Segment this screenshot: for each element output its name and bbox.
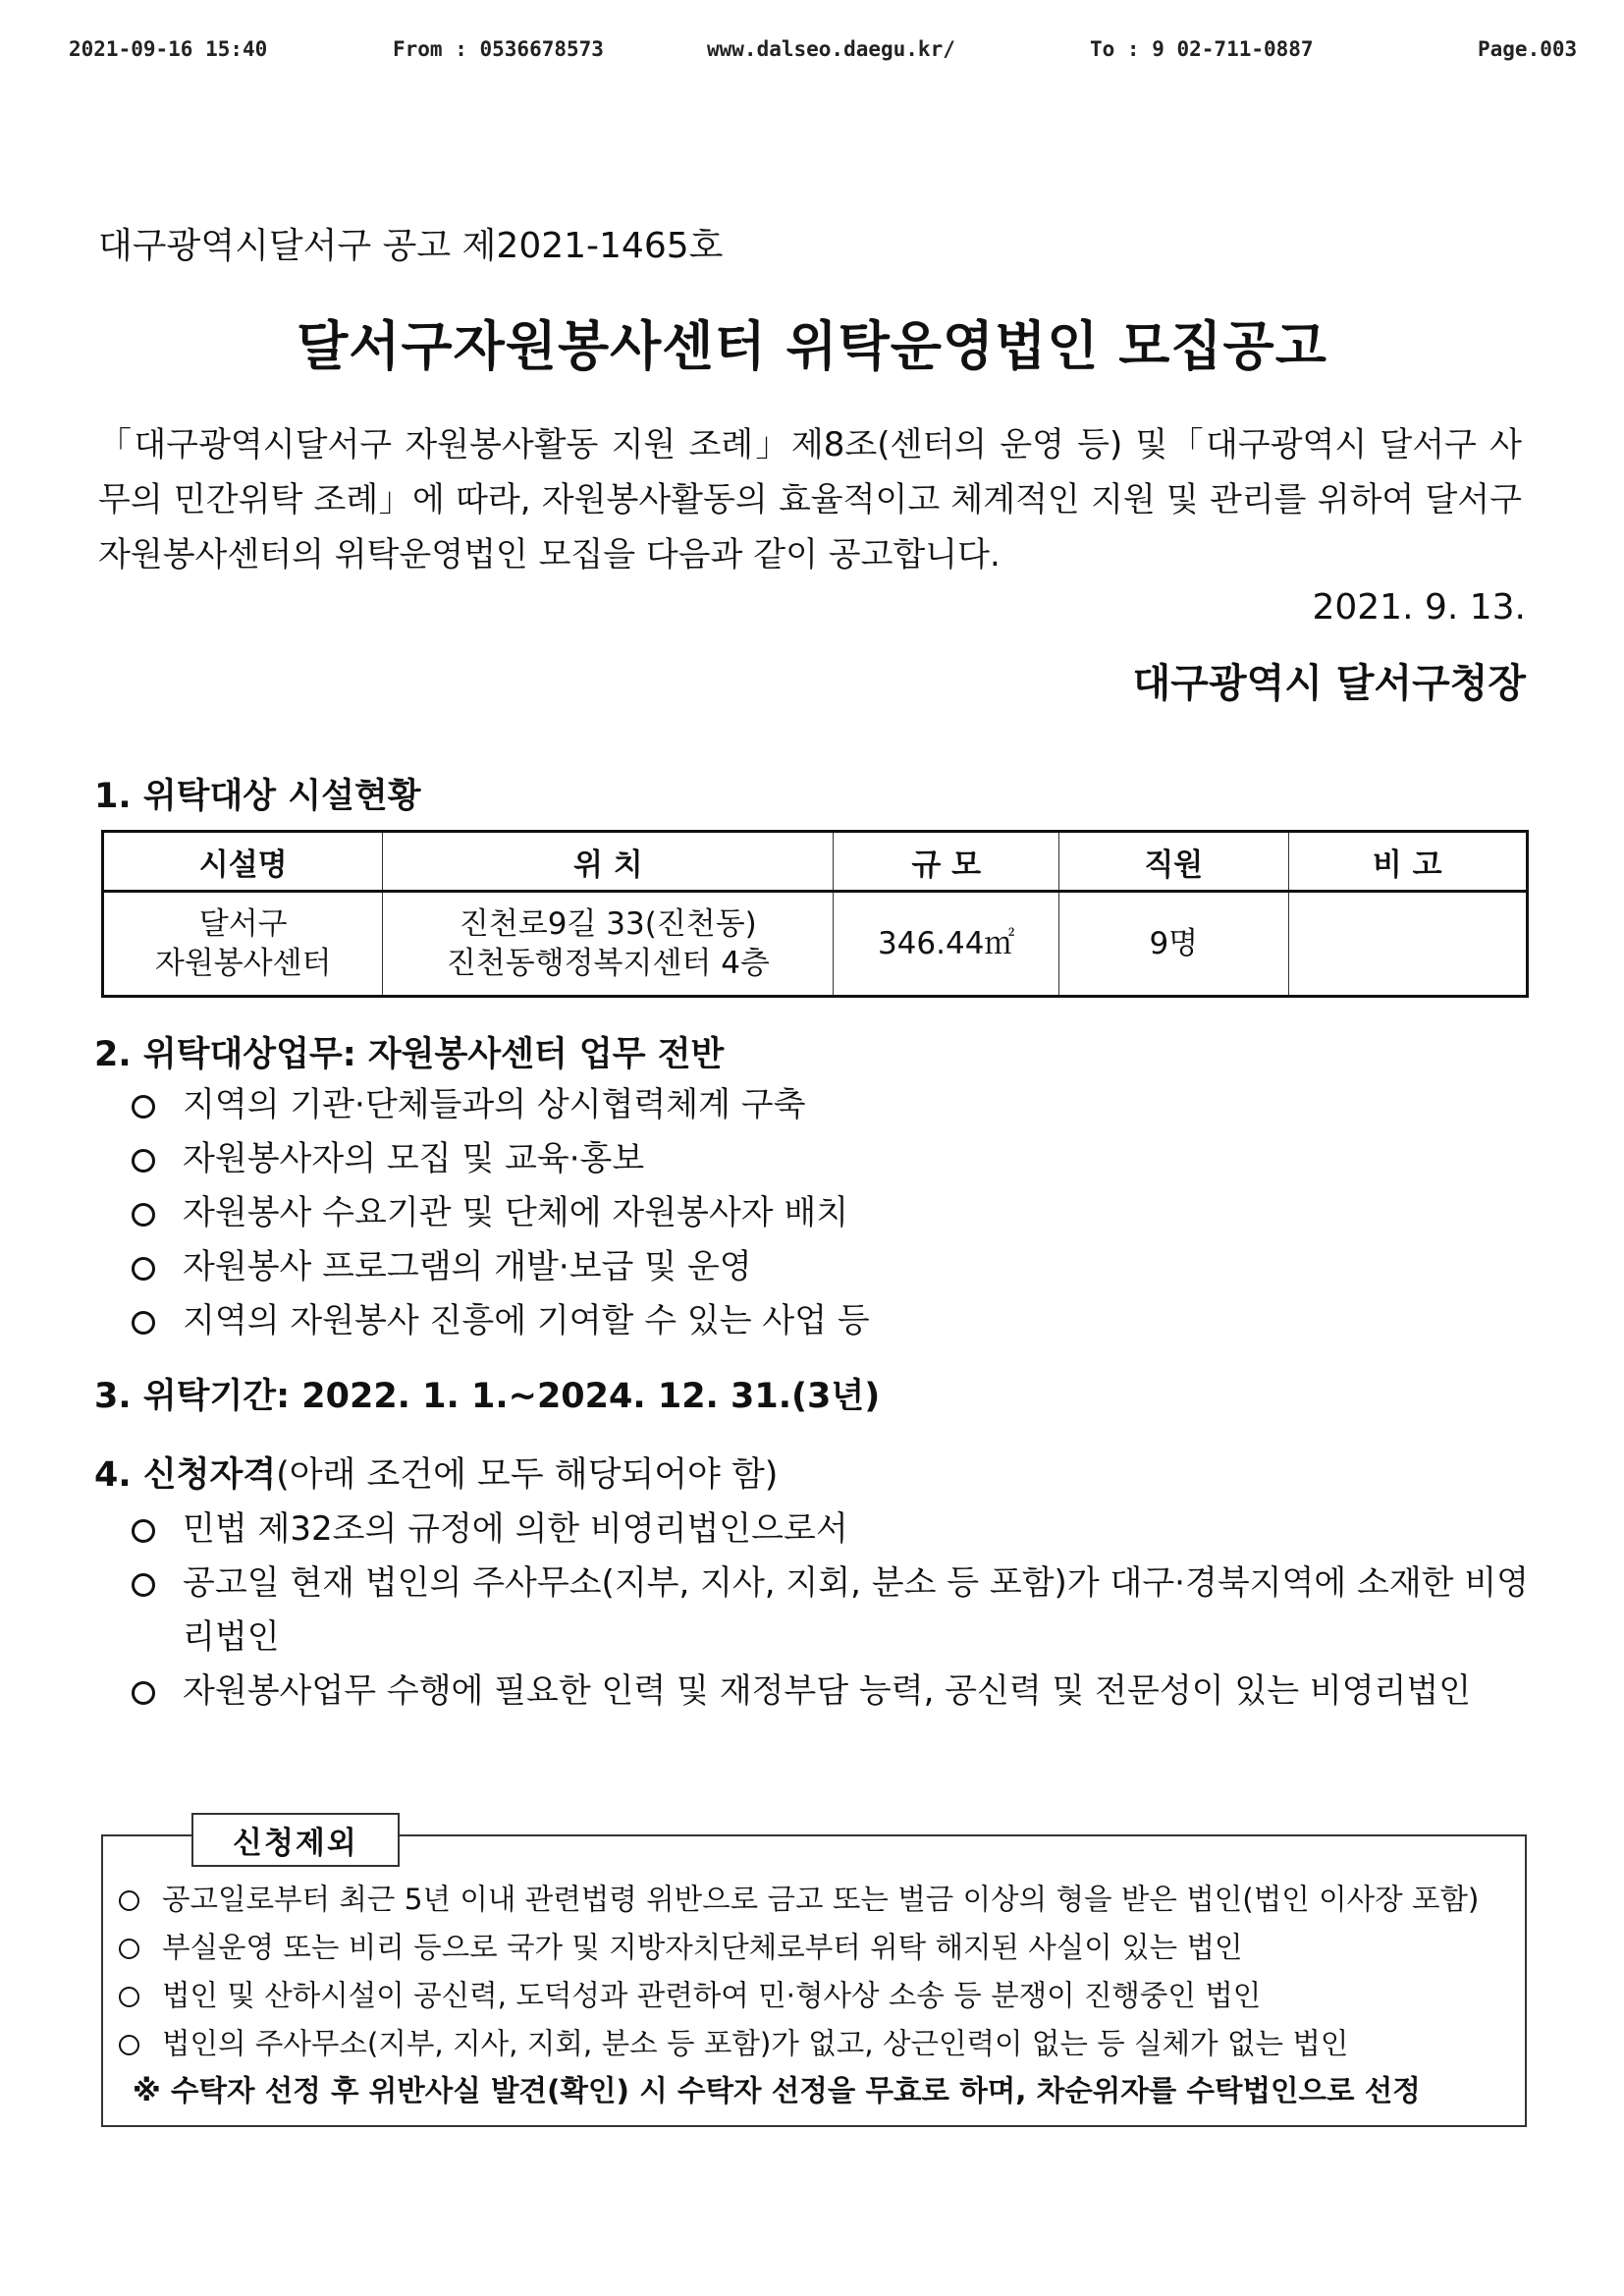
section4-heading-note: (아래 조건에 모두 해당되어야 함) <box>276 1455 779 1495</box>
col-staff: 직원 <box>1059 832 1288 892</box>
list-item: 민법 제32조의 규정에 의한 비영리법인으로서 <box>128 1503 1532 1557</box>
notice-number: 대구광역시달서구 공고 제2021-1465호 <box>98 226 724 266</box>
cell-size: 346.44㎡ <box>834 892 1059 997</box>
facility-table <box>101 830 1529 998</box>
col-note: 비 고 <box>1288 832 1527 892</box>
notice-date: 2021. 9. 13. <box>1312 587 1526 628</box>
section4-heading-wrap <box>94 1448 778 1497</box>
list-item: 지역의 기관·단체들과의 상시협력체계 구축 <box>128 1078 1532 1132</box>
cell-note <box>1288 892 1527 997</box>
facility-name-line2: 자원봉사센터 <box>154 946 332 981</box>
facility-name-line1: 달서구 <box>198 906 288 942</box>
col-location: 위 치 <box>383 832 834 892</box>
list-item: 자원봉사자의 모집 및 교육·홍보 <box>128 1132 1532 1186</box>
section2-heading: 2. 위탁대상업무: 자원봉사센터 업무 전반 <box>94 1035 725 1074</box>
list-item: 자원봉사 프로그램의 개발·보급 및 운영 <box>128 1240 1532 1294</box>
exclusion-title: 신청제외 <box>191 1813 400 1867</box>
fax-header <box>69 37 1600 73</box>
section4-list <box>128 1503 1532 1719</box>
list-item: 자원봉사업무 수행에 필요한 인력 및 재정부담 능력, 공신력 및 전문성이 있는 비영리법인 <box>128 1665 1532 1719</box>
table-header-row <box>103 832 1528 892</box>
fax-datetime: 2021-09-16 15:40 <box>69 37 268 61</box>
list-item: 자원봉사 수요기관 및 단체에 자원봉사자 배치 <box>128 1186 1532 1240</box>
exclusion-box <box>101 1826 1527 2127</box>
location-line2: 진천동행정복지센터 4층 <box>446 946 770 981</box>
list-item: 부실운영 또는 비리 등으로 국가 및 지방자치단체로부터 위탁 해지된 사실이 있는 법인 <box>119 1924 1513 1972</box>
exclusion-list <box>119 1876 1513 2068</box>
section1-heading: 1. 위탁대상 시설현황 <box>94 777 421 816</box>
table-row <box>103 892 1528 997</box>
intro-paragraph <box>98 417 1522 582</box>
fax-from: From : 0536678573 <box>393 37 604 61</box>
section3-heading: 3. 위탁기간: 2022. 1. 1.~2024. 12. 31.(3년) <box>94 1377 881 1416</box>
exclusion-note: ※ 수탁자 선정 후 위반사실 발견(확인) 시 수탁자 선정을 무효로 하며, 차순위자를 수탁법인으로 선정 <box>133 2074 1421 2107</box>
fax-website: www.dalseo.daegu.kr/ <box>707 37 955 61</box>
section2-list <box>128 1078 1532 1348</box>
document-title: 달서구자원봉사센터 위탁운영법인 모집공고 <box>297 315 1327 377</box>
fax-to: To : 9 02-711-0887 <box>1090 37 1314 61</box>
fax-page: Page.003 <box>1478 37 1578 61</box>
col-facility-name: 시설명 <box>103 832 383 892</box>
list-item: 공고일로부터 최근 5년 이내 관련법령 위반으로 금고 또는 벌금 이상의 형을 받은 법인(법인 이사장 포함) <box>119 1876 1513 1924</box>
issuer: 대구광역시 달서구청장 <box>1132 661 1526 706</box>
col-size: 규 모 <box>834 832 1059 892</box>
list-item: 법인 및 산하시설이 공신력, 도덕성과 관련하여 민·형사상 소송 등 분쟁이 진행중인 법인 <box>119 1972 1513 2020</box>
list-item: 공고일 현재 법인의 주사무소(지부, 지사, 지회, 분소 등 포함)가 대구·경북지역에 소재한 비영리법인 <box>128 1557 1532 1665</box>
cell-location <box>383 892 834 997</box>
list-item: 지역의 자원봉사 진흥에 기여할 수 있는 사업 등 <box>128 1294 1532 1348</box>
section4-heading: 4. 신청자격 <box>94 1455 277 1495</box>
cell-facility-name <box>103 892 383 997</box>
list-item: 법인의 주사무소(지부, 지사, 지회, 분소 등 포함)가 없고, 상근인력이 없는 등 실체가 없는 법인 <box>119 2020 1513 2068</box>
location-line1: 진천로9길 33(진천동) <box>459 906 757 942</box>
cell-staff: 9명 <box>1059 892 1288 997</box>
intro-text: 「대구광역시달서구 자원봉사활동 지원 조례」제8조(센터의 운영 등) 및「대구광역시 달서구 사무의 민간위탁 조례」에 따라, 자원봉사활동의 효율적이고 체계적인 지원 및 관리를 위하여 달서구자원봉사센터의 위탁운영법인 모집을 다음과 같이 공고합니다. <box>98 425 1522 574</box>
